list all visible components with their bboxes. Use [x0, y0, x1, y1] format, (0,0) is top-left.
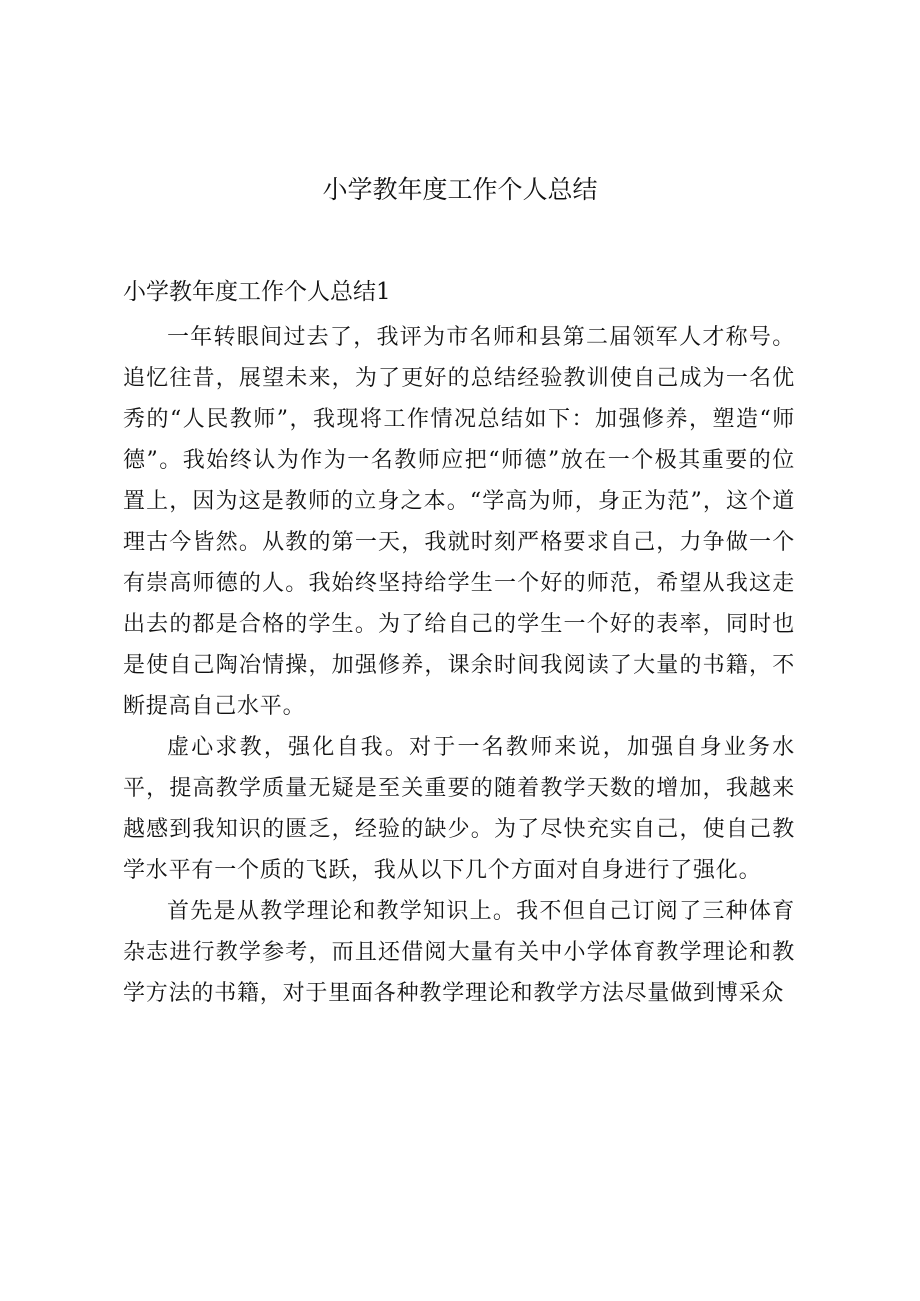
- document-title: 小学教年度工作个人总结: [322, 175, 598, 204]
- section-title: 小学教年度工作个人总结1: [123, 279, 391, 305]
- document-body: [123, 275, 795, 1014]
- paragraph-2: 虚心求教，强化自我。对于一名教师来说，加强自身业务水平，提高教学质量无疑是至关重要的随着教学天数的增加，我越来越感到我知识的匮乏，经验的缺少。为了尽快充实自己，使自己教学水平有一个质的飞跃，我从以下几个方面对自身进行了强化。: [123, 735, 795, 883]
- paragraph-1: 一年转眼间过去了，我评为市名师和县第二届领军人才称号。追忆往昔，展望未来，为了更好的总结经验教训使自己成为一名优秀的“人民教师”，我现将工作情况总结如下：加强修养，塑造“师德”。我始终认为作为一名教师应把“师德”放在一个极其重要的位置上，因为这是教师的立身之本。“学高为师，身正为范”，这个道理古今皆然。从教的第一天，我就时刻严格要求自己，力争做一个有崇高师德的人。我始终坚持给学生一个好的师范，希望从我这走出去的都是合格的学生。为了给自己的学生一个好的表率，同时也是使自己陶冶情操，加强修养，课余时间我阅读了大量的书籍，不断提高自己水平。: [123, 325, 795, 719]
- paragraph-3: 首先是从教学理论和教学知识上。我不但自己订阅了三种体育杂志进行教学参考，而且还借阅大量有关中小学体育教学理论和教学方法的书籍，对于里面各种教学理论和教学方法尽量做到博采众: [123, 899, 795, 1006]
